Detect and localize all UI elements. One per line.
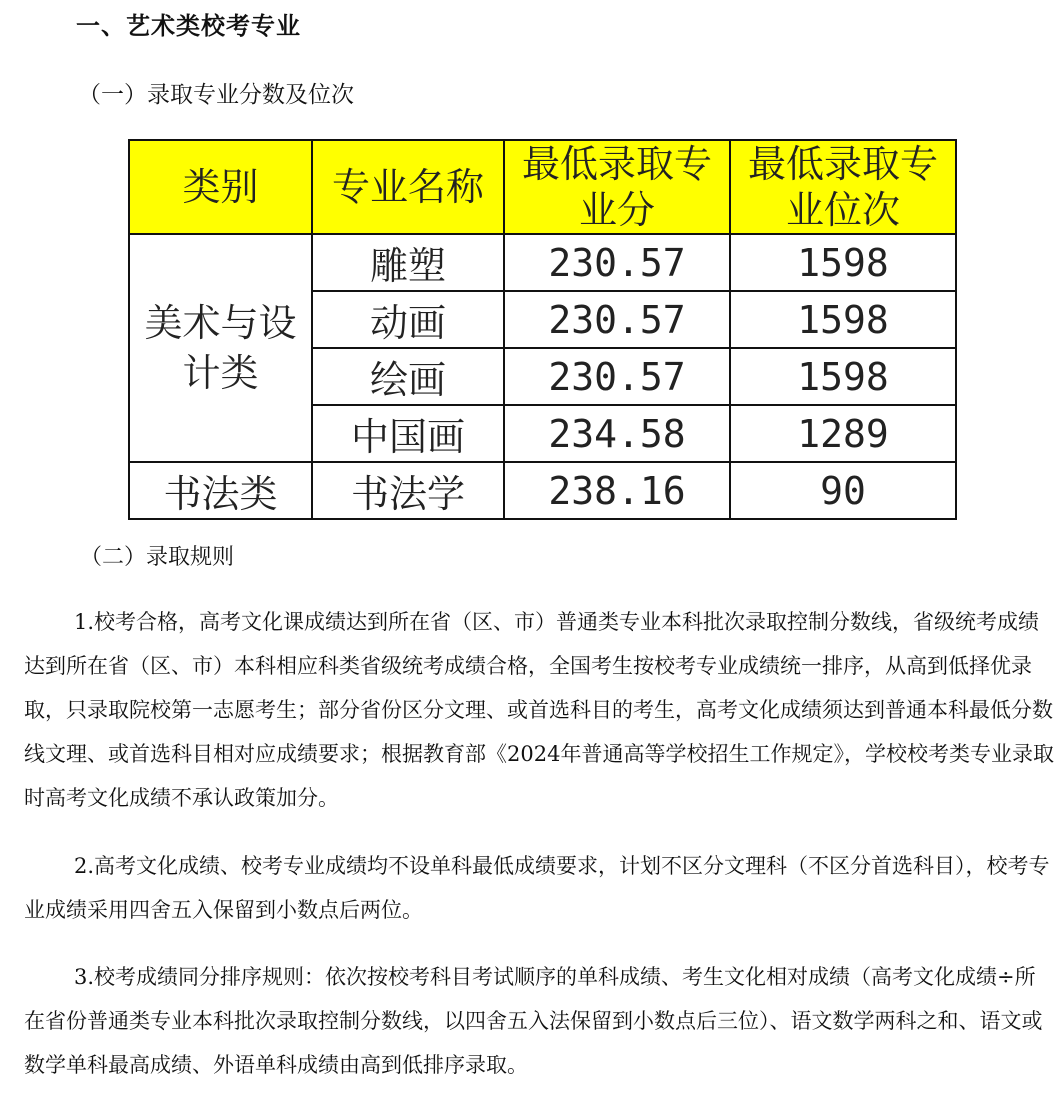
header-min-rank: 最低录取专业位次 xyxy=(730,140,956,234)
score-cell: 230.57 xyxy=(504,291,730,348)
rank-cell: 90 xyxy=(730,462,956,519)
table-row xyxy=(129,234,956,291)
table-header-row xyxy=(129,140,956,234)
category-cell: 美术与设计类 xyxy=(129,234,312,462)
rank-cell: 1289 xyxy=(730,405,956,462)
header-major: 专业名称 xyxy=(312,140,504,234)
score-cell: 238.16 xyxy=(504,462,730,519)
header-min-score: 最低录取专业分 xyxy=(504,140,730,234)
major-cell: 书法学 xyxy=(312,462,504,519)
major-cell: 雕塑 xyxy=(312,234,504,291)
admission-score-table xyxy=(128,139,957,520)
header-category: 类别 xyxy=(129,140,312,234)
table-row xyxy=(129,462,956,519)
rank-cell: 1598 xyxy=(730,348,956,405)
subsection-heading-rules: （二）录取规则 xyxy=(80,545,235,570)
subsection-heading-scores: （一）录取专业分数及位次 xyxy=(78,82,354,108)
rank-cell: 1598 xyxy=(730,291,956,348)
major-cell: 中国画 xyxy=(312,405,504,462)
score-cell: 230.57 xyxy=(504,348,730,405)
score-cell: 230.57 xyxy=(504,234,730,291)
section-heading: 一、艺术类校考专业 xyxy=(76,11,301,40)
score-cell: 234.58 xyxy=(504,405,730,462)
rank-cell: 1598 xyxy=(730,234,956,291)
rule-paragraph-1: 1.校考合格，高考文化课成绩达到所在省（区、市）普通类专业本科批次录取控制分数线，省级统考成绩达到所在省（区、市）本科相应科类省级统考成绩合格，全国考生按校考专业成绩统一排序，从高到低择优录取，只录取院校第一志愿考生；部分省份区分文理、或首选科目的考生，高考文化成绩须达到普通本科最低分数线文理、或首选科目相对应成绩要求；根据教育部《2024年普通高等学校招生工作规定》，学校校考类专业录取时高考文化成绩不承认政策加分。 xyxy=(24,610,1054,810)
rule-paragraph-3: 3.校考成绩同分排序规则：依次按校考科目考试顺序的单科成绩、考生文化相对成绩（高考文化成绩÷所在省份普通类专业本科批次录取控制分数线，以四舍五入法保留到小数点后三位）、语文数学两科之和、语文或数学单科最高成绩、外语单科成绩由高到低排序录取。 xyxy=(24,965,1043,1077)
major-cell: 绘画 xyxy=(312,348,504,405)
rule-paragraph-2: 2.高考文化成绩、校考专业成绩均不设单科最低成绩要求，计划不区分文理科（不区分首选科目），校考专业成绩采用四舍五入保留到小数点后两位。 xyxy=(24,854,1050,922)
major-cell: 动画 xyxy=(312,291,504,348)
category-cell: 书法类 xyxy=(129,462,312,519)
